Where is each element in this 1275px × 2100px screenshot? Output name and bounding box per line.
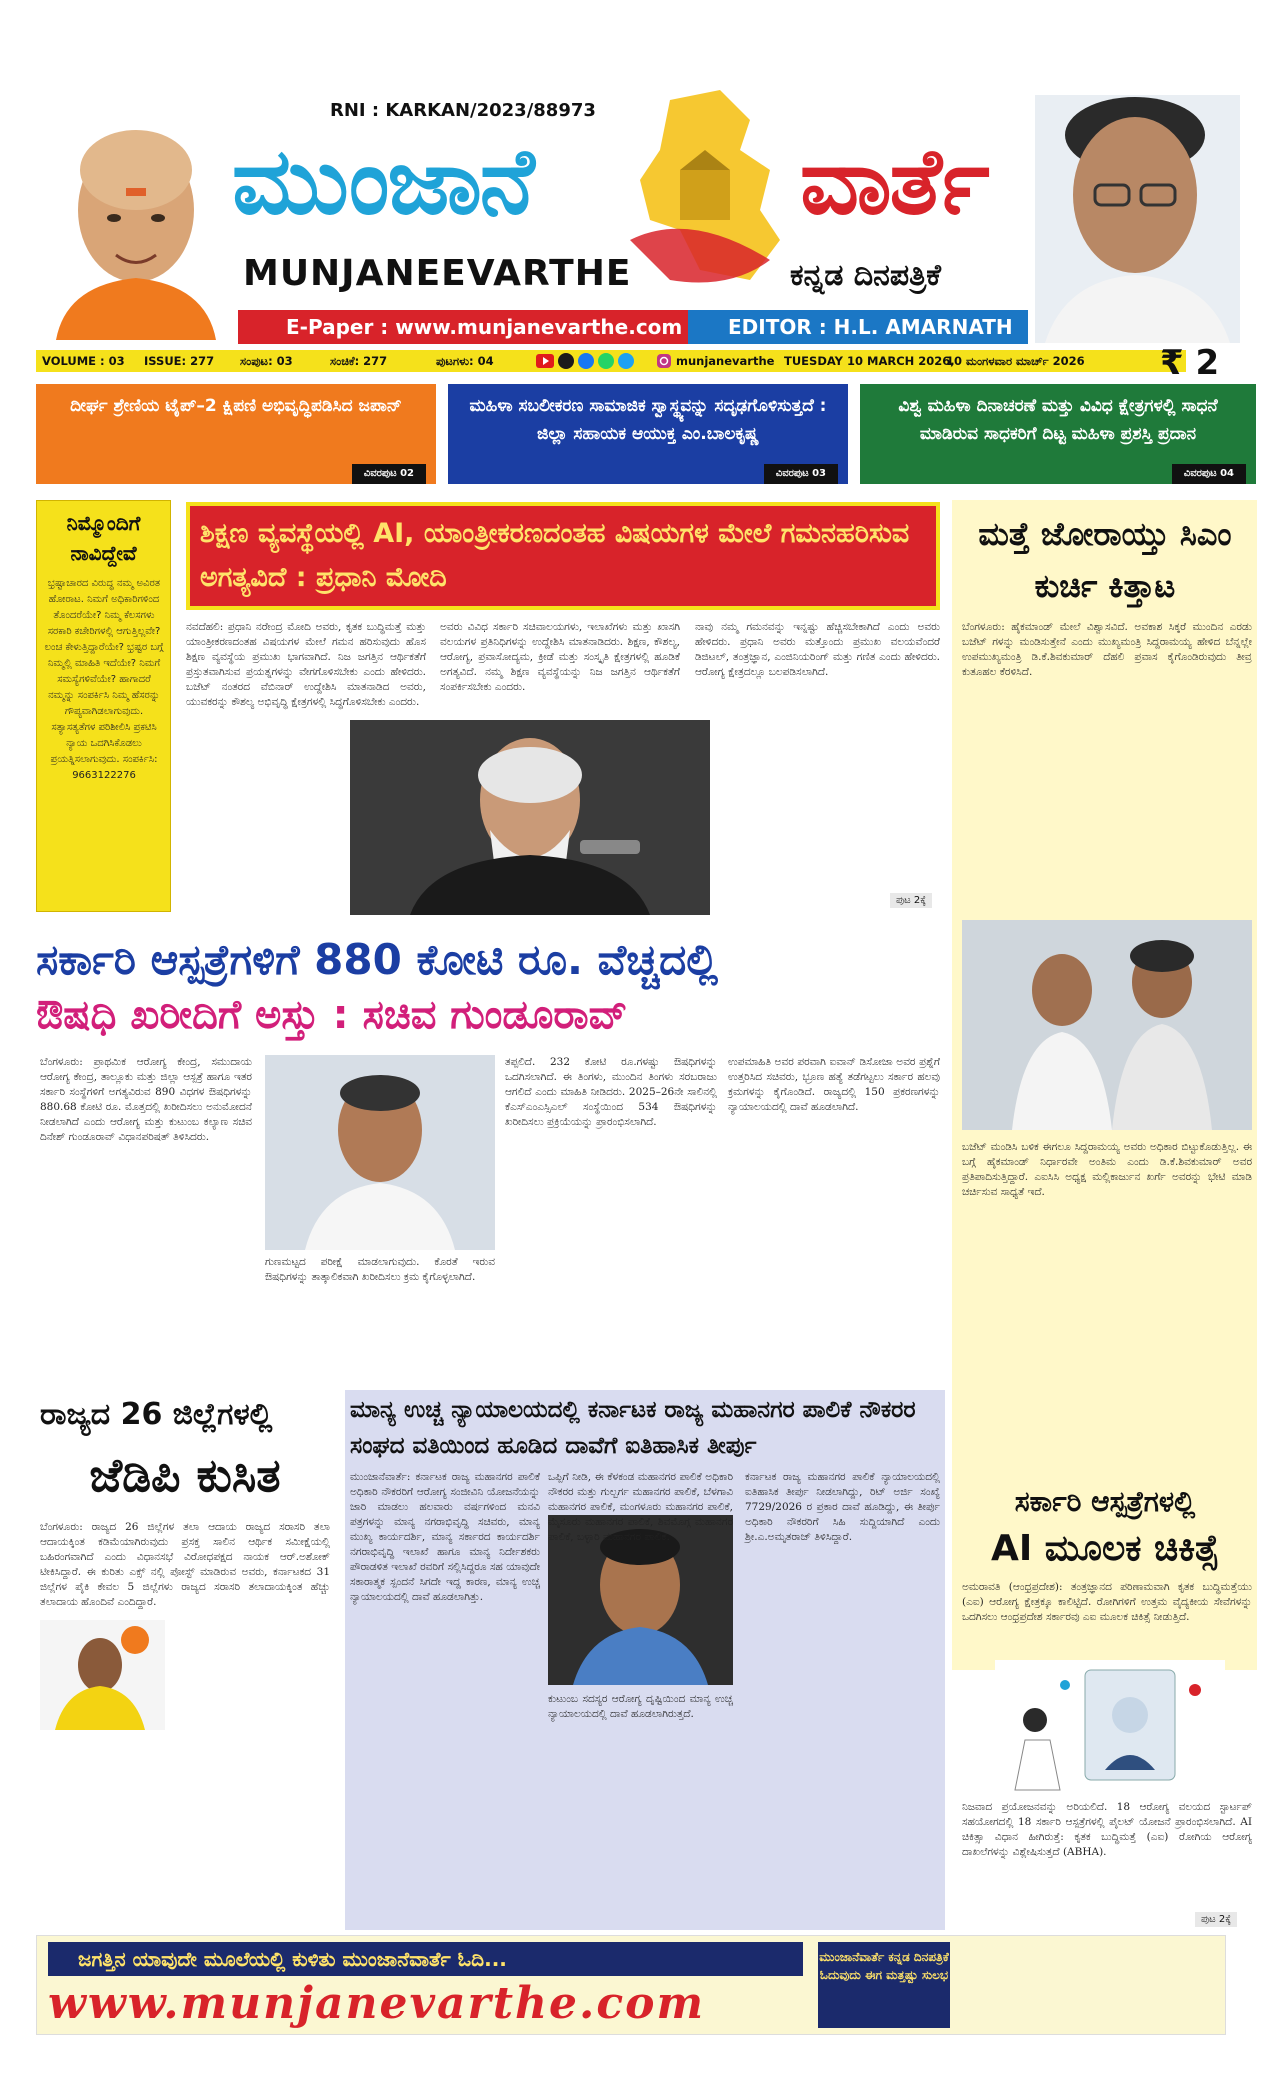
teaser-japan-missile[interactable] [36,384,436,484]
social-handle: munjanevarthe [676,354,775,368]
volume-kannada: ಸಂಪುಟ: 03 [240,354,293,368]
ai-story-col2: ಅವರು ವಿವಿಧ ಸರ್ಕಾರಿ ಸಚಿವಾಲಯಗಳು, ಇಲಾಖೆಗಳು ಮತ್ತು ಖಾಸಗಿ ವಲಯಗಳ ಪ್ರತಿನಿಧಿಗಳನ್ನು ಉದ್ದೇಶಿಸಿ ಮಾತನಾಡಿದರು. ಶಿಕ್ಷಣ, ಕೌಶಲ್ಯ, ಆರೋಗ್ಯ, ಪ್ರವಾಸೋದ್ಯಮ, ಕ್ರೀಡೆ ಮತ್ತು ಸಂಸ್ಕೃತಿ ಕ್ಷೇತ್ರಗಳಲ್ಲಿ ಹೂಡಿಕೆ ಅಗತ್ಯವಿದೆ. ನಮ್ಮ ಶಿಕ್ಷಣ ವ್ಯವಸ್ಥೆಯನ್ನು ನಿಜ ಜಗತ್ತಿನ ಆರ್ಥಿಕತೆಗೆ ಸಂಪರ್ಕಿಸಬೇಕು ಎಂದರು. [440,621,680,693]
teaser-page: ವಿವರಪುಟ 02 [352,464,426,484]
hospital-story-col1: ಬೆಂಗಳೂರು: ಪ್ರಾಥಮಿಕ ಆರೋಗ್ಯ ಕೇಂದ್ರ, ಸಮುದಾಯ ಆರೋಗ್ಯ ಕೇಂದ್ರ, ತಾಲ್ಲೂಕು ಮತ್ತು ಜಿಲ್ಲಾ ಆಸ್ಪತ್ರೆ ಹಾಗೂ ಇತರ ಸರ್ಕಾರಿ ಸಂಸ್ಥೆಗಳಿಗೆ ಅಗತ್ಯವಿರುವ 890 ವಿಧಗಳ ಔಷಧಿಗಳನ್ನು 880.68 ಕೋಟಿ ರೂ. ಮೊತ್ತದಲ್ಲಿ ಖರೀದಿಸಲು ಅನುಮೋದನೆ ನೀಡಲಾಗಿದೆ ಎಂದು ಆರೋಗ್ಯ ಮತ್ತು ಕುಟುಂಬ ಕಲ್ಯಾಣ ಸಚಿವ ದಿನೇಶ್ ಗುಂಡೂರಾವ್ ವಿಧಾನಪರಿಷತ್ ತಿಳಿಸಿದರು. [40,1056,252,1143]
pages-kannada: ಪುಟಗಳು: 04 [436,354,494,368]
price: ₹ 2 [1160,343,1220,383]
karnataka-map-emblem [610,90,800,290]
hospital-story-col3: ತಪ್ಪಲಿದೆ. 232 ಕೋಟಿ ರೂ.ಗಳಷ್ಟು ಔಷಧಿಗಳನ್ನು ಒದಗಿಸಲಾಗಿದೆ. ಈ ತಿಂಗಳು, ಮುಂದಿನ ತಿಂಗಳು ಸರಬರಾಜು ಆಗಲಿದೆ ಎಂದು ಮಾಹಿತಿ ನೀಡಿದರು. 2025–26ನೇ ಸಾಲಿನಲ್ಲಿ ಕೆಎಸ್ಎಂಎಸ್ಸಿಎಲ್ ಸಂಸ್ಥೆಯಿಂದ 534 ಔಷಧಿಗಳನ್ನು ಖರೀದಿಸಲು ಪ್ರಕ್ರಿಯೆಯನ್ನು ಪ್ರಾರಂಭಿಸಲಾಗಿದೆ. [505,1056,717,1128]
logo-varthe: ವಾರ್ತೆ [800,128,988,235]
bjp-story-body: ಬೆಂಗಳೂರು: ರಾಜ್ಯದ 26 ಜಿಲ್ಲೆಗಳ ತಲಾ ಆದಾಯ ರಾಜ್ಯದ ಸರಾಸರಿ ತಲಾ ಆದಾಯಕ್ಕಿಂತ ಕಡಿಮೆಯಾಗಿರುವುದು ಪ್ರಸಕ್ತ ಸಾಲಿನ ಆರ್ಥಿಕ ಸಮೀಕ್ಷೆಯಲ್ಲಿ ಬಹಿರಂಗವಾಗಿದೆ ಎಂದು ವಿಧಾನಸಭೆ ವಿರೋಧಪಕ್ಷದ ನಾಯಕ ಆರ್.ಅಶೋಕ್ ಟೀಕಿಸಿದ್ದಾರೆ. ಈ ಕುರಿತು ಎಕ್ಸ್ ನಲ್ಲಿ ಪೋಸ್ಟ್ ಮಾಡಿರುವ ಅವರು, ಕರ್ನಾಟಕದ 31 ಜಿಲ್ಲೆಗಳ ಪೈಕಿ ಕೇವಲ 5 ಜಿಲ್ಲೆಗಳು ರಾಜ್ಯದ ಸರಾಸರಿ ತಲಾದಾಯಕ್ಕಿಂತ ಹೆಚ್ಚು ತಲಾದಾಯ ಹೊಂದಿವೆ ಎಂದಿದ್ದಾರೆ. [40,1521,330,1608]
teaser-page: ವಿವರಪುಟ 03 [764,464,838,484]
instagram-icon [656,350,672,376]
editor-credit: EDITOR : H.L. AMARNATH [688,310,1028,344]
epaper-link[interactable]: E-Paper : www.munjanevarthe.com [238,310,688,344]
subtitle-english: MUNJANEEVARTHE [243,253,632,294]
saint-portrait [36,110,236,340]
cm-story-body2: ಬಜೆಟ್ ಮಂಡಿಸಿ ಬಳಿಕ ಈಗಲೂ ಸಿದ್ದರಾಮಯ್ಯ ಅವರು ಅಧಿಕಾರ ಬಿಟ್ಟುಕೊಡುತ್ತಿಲ್ಲ. ಈ ಬಗ್ಗೆ ಹೈಕಮಾಂಡ್ ನಿರ್ಧಾರವೇ ಅಂತಿಮ ಎಂದು ಡಿ.ಕೆ.ಶಿವಕುಮಾರ್ ಅವರ ಪ್ರತಿಪಾದಿಸುತ್ತಿದ್ದಾರೆ. ಎಐಸಿಸಿ ಅಧ್ಯಕ್ಷ ಮಲ್ಲಿಕಾರ್ಜುನ ಖರ್ಗೆ ಅವರನ್ನು ಭೇಟಿ ಮಾಡಿ ಚರ್ಚಿಸುವ ಸಾಧ್ಯತೆ ಇದೆ. [962,1141,1252,1198]
court-story-col2-lower [548,1760,733,1925]
ai-story-col3: ನಾವು ನಮ್ಮ ಗಮನವನ್ನು ಇನ್ನಷ್ಟು ಹೆಚ್ಚಿಸಬೇಕಾಗಿದೆ ಎಂದು ಅವರು ಹೇಳಿದರು. ಪ್ರಧಾನಿ ಅವರು ಮತ್ತೊಂದು ಪ್ರಮುಖ ವಲಯವೆಂದರೆ ಡಿಜಿಟಲ್, ತಂತ್ರಜ್ಞಾನ, ಎಂಜಿನಿಯರಿಂಗ್ ಮತ್ತು ಗಣಿತ ಎಂದು ಹೇಳಿದರು. ಆರೋಗ್ಯ ಕ್ಷೇತ್ರದಲ್ಲೂ ಬಲಪಡಿಸಲಾಗಿದೆ. [695,621,940,678]
teaser-women-empowerment[interactable] [448,384,848,484]
rni-number: RNI : KARKAN/2023/88973 [330,100,596,121]
hospital-headline-2: ಔಷಧಿ ಖರೀದಿಗೆ ಅಸ್ತು : ಸಚಿವ ಗುಂಡೂರಾವ್ [36,992,628,1038]
ai-treatment-body1: ಅಮರಾವತಿ (ಆಂಧ್ರಪ್ರದೇಶ): ತಂತ್ರಜ್ಞಾನದ ಪರಿಣಾಮವಾಗಿ ಕೃತಕ ಬುದ್ಧಿಮತ್ತೆಯು (ಎಐ) ಆರೋಗ್ಯ ಕ್ಷೇತ್ರಕ್ಕೂ ಕಾಲಿಟ್ಟಿದೆ. ರೋಗಿಗಳಿಗೆ ಉತ್ತಮ ವೈದ್ಯಕೀಯ ಸೇವೆಗಳನ್ನು ಒದಗಿಸಲು ಆಂಧ್ರಪ್ರದೇಶ ಸರ್ಕಾರವು ಎಐ ಮೂಲಕ ಚಿಕಿತ್ಸೆ ನೀಡುತ್ತಿದೆ. [962,1581,1252,1623]
court-story-col2: ಒಪ್ಪಿಗೆ ನೀಡಿ, ಈ ಕೆಳಕಂಡ ಮಹಾನಗರ ಪಾಲಿಕೆ ಅಧಿಕಾರಿ ನೌಕರರ ಮತ್ತು ಗುಲ್ಬರ್ಗ ಮಹಾನಗರ ಪಾಲಿಕೆ, ಬೆಳಗಾವಿ ಮಹಾನಗರ ಪಾಲಿಕೆ, ಮಂಗಳೂರು ಮಹಾನಗರ ಪಾಲಿಕೆ, ಮೈಸೂರು ಮಹಾನಗರ ಪಾಲಿಕೆ, ಶಿವಮೊಗ್ಗ ಮಹಾನಗರ ಪಾಲಿಕೆ, ಬಳ್ಳಾರಿ ಮಹಾನಗರ ಪಾಲಿಕೆ. [548,1471,733,1543]
teaser-page: ವಿವರಪುಟ 04 [1172,464,1246,484]
ai-treatment-continued[interactable]: ಪುಟ 2ಕ್ಕೆ [1195,1912,1237,1927]
teaser-text: ಮಹಿಳಾ ಸಬಲೀಕರಣ ಸಾಮಾಜಿಕ ಸ್ವಾಸ್ಥ್ಯವನ್ನು ಸದೃಢಗೊಳಿಸುತ್ತದೆ : ಜಿಲ್ಲಾ ಸಹಾಯಕ ಆಯುಕ್ತ ಎಂ.ಬಾಲಕೃಷ್ಣ [469,396,827,444]
ai-education-headline: ಶಿಕ್ಷಣ ವ್ಯವಸ್ಥೆಯಲ್ಲಿ AI, ಯಾಂತ್ರೀಕರಣದಂತಹ ವಿಷಯಗಳ ಮೇಲೆ ಗಮನಹರಿಸುವ ಅಗತ್ಯವಿದೆ : ಪ್ರಧಾನಿ ಮೋದಿ [186,502,940,610]
continued-tag[interactable]: ಪುಟ 2ಕ್ಕೆ [890,893,932,908]
hospital-headline-1: ಸರ್ಕಾರಿ ಆಸ್ಪತ್ರೆಗಳಿಗೆ 880 ಕೋಟಿ ರೂ. ವೆಚ್ಚದಲ್ಲಿ [36,935,718,984]
ai-treatment-headline-2: AI ಮೂಲಕ ಚಿಕಿತ್ಸೆ [990,1528,1220,1569]
court-story-col1: ಮುಂಜಾನೆವಾರ್ತೆ: ಕರ್ನಾಟಕ ರಾಜ್ಯ ಮಹಾನಗರ ಪಾಲಿಕೆ ಅಧಿಕಾರಿ ನೌಕರರಿಗೆ ಆರೋಗ್ಯ ಸಂಜೀವಿನಿ ಯೋಜನೆಯನ್ನು ಜಾರಿ ಮಾಡಲು ಹಲವಾರು ವರ್ಷಗಳಿಂದ ಮನವಿ ಪತ್ರಗಳನ್ನು ಮಾನ್ಯ ನಗರಾಭಿವೃದ್ಧಿ ಸಚಿವರು, ಮಾನ್ಯ ಮುಖ್ಯ ಕಾರ್ಯದರ್ಶಿ, ಮಾನ್ಯ ಸರ್ಕಾರದ ಕಾರ್ಯದರ್ಶಿ ನಗರಾಭಿವೃದ್ಧಿ ಇಲಾಖೆ ಹಾಗೂ ಮಾನ್ಯ ನಿರ್ದೇಶಕರು ಪೌರಾಡಳಿತ ಇಲಾಖೆ ರವರಿಗೆ ಸಲ್ಲಿಸಿದ್ದರೂ ಸಹ ಯಾವುದೇ ಸಕಾರಾತ್ಮಕ ಸ್ಪಂದನೆ ಸಿಗದೇ ಇದ್ದ ಕಾರಣ, ಮಾನ್ಯ ಉಚ್ಚ ನ್ಯಾಯಾಲಯದಲ್ಲಿ ದಾವೆ ಹೂಡಲಾಗಿತ್ತು. [350,1471,540,1603]
teaser-text: ದೀರ್ಘ ಶ್ರೇಣಿಯ ಟೈಪ್–2 ಕ್ಷಿಪಣಿ ಅಭಿವೃದ್ಧಿಪಡಿಸಿದ ಜಪಾನ್ [70,396,402,416]
hospital-photo-caption: ಗುಣಮಟ್ಟದ ಪರೀಕ್ಷೆ ಮಾಡಲಾಗುವುದು. ಕೊರತೆ ಇರುವ ಔಷಧಿಗಳನ್ನು ತಾತ್ಕಾಲಿಕವಾಗಿ ಖರೀದಿಸಲು ಕ್ರಮ ಕೈಗೊಳ್ಳಲಾಗಿದೆ. [265,1256,495,1283]
volume: VOLUME : 03 [42,354,125,368]
logo-munjane: ಮುಂಜಾನೆ [232,128,533,235]
cm-story-headline: ಮತ್ತೆ ಜೋರಾಯ್ತು ಸಿಎಂ ಕುರ್ಚಿ ಕಿತ್ತಾಟ [978,515,1232,605]
social-icons [536,350,646,378]
promo-banner-url[interactable]: www.munjanevarthe.com [48,1978,706,2029]
teaser-text: ವಿಶ್ವ ಮಹಿಳಾ ದಿನಾಚರಣೆ ಮತ್ತು ವಿವಿಧ ಕ್ಷೇತ್ರಗಳಲ್ಲಿ ಸಾಧನೆ ಮಾಡಿರುವ ಸಾಧಕರಿಗೆ ದಿಟ್ಟ ಮಹಿಳಾ ಪ್ರಶಸ್ತಿ ಪ್ರದಾನ [898,396,1218,444]
issue-info-bar [36,350,1186,372]
hospital-story-col4: ಉಪಮಾಹಿತಿ ಅವರ ಪರವಾಗಿ ಐವಾನ್ ಡಿಸೋಜಾ ಅವರ ಪ್ರಶ್ನೆಗೆ ಉತ್ತರಿಸಿದ ಸಚಿವರು, ಭ್ರೂಣ ಹತ್ಯೆ ತಡೆಗಟ್ಟಲು ಸರ್ಕಾರ ಹಲವು ಕ್ರಮಗಳನ್ನು ಕೈಗೊಂಡಿದೆ. ರಾಜ್ಯದಲ್ಲಿ 150 ಪ್ರಕರಣಗಳನ್ನು ನ್ಯಾಯಾಲಯದಲ್ಲಿ ದಾವೆ ಹೂಡಲಾಗಿದೆ. [728,1056,940,1113]
ai-treatment-body2: ನಿಜವಾದ ಪ್ರಯೋಜನವನ್ನು ಅರಿಯಲಿದೆ. 18 ಆರೋಗ್ಯ ವಲಯದ ಸ್ಟಾರ್ಟಪ್ ಸಹಯೋಗದಲ್ಲಿ 18 ಸರ್ಕಾರಿ ಆಸ್ಪತ್ರೆಗಳಲ್ಲಿ ಪೈಲಟ್ ಯೋಜನೆ ಪ್ರಾರಂಭಿಸಲಾಗಿದೆ. AI ಚಿಕಿತ್ಸಾ ವಿಧಾನ ಹೀಗಿರುತ್ತೆ: ಕೃತಕ ಬುದ್ಧಿಮತ್ತೆ (ಎಐ) ರೋಗಿಯ ಆರೋಗ್ಯ ದಾಖಲೆಗಳನ್ನು ವಿಶ್ಲೇಷಿಸುತ್ತದೆ (ABHA). [962,1801,1252,1858]
promo-banner-tagline: ಜಗತ್ತಿನ ಯಾವುದೇ ಮೂಲೆಯಲ್ಲಿ ಕುಳಿತು ಮುಂಜಾನೆವಾರ್ತೆ ಓದಿ... [48,1942,803,1976]
modi-photo [350,720,710,915]
cm-dcm-photo [962,920,1252,1130]
ai-story-col1-lower [186,770,346,910]
court-story-col3: ಕರ್ನಾಟಕ ರಾಜ್ಯ ಮಹಾನಗರ ಪಾಲಿಕೆ ನ್ಯಾಯಾಲಯದಲ್ಲಿ ಐತಿಹಾಸಿಕ ತೀರ್ಪು ನೀಡಲಾಗಿದ್ದು, ರಿಟ್ ಅರ್ಜಿ ಸಂಖ್ಯೆ 7729/2026 ರ ಪ್ರಕಾರ ದಾವೆ ಹೂಡಿದ್ದು, ಈ ತೀರ್ಪು ಅಧಿಕಾರಿ ನೌಕರರಿಗೆ ಸಿಹಿ ಸುದ್ದಿಯಾಗಿದೆ ಎಂದು ಶ್ರೀ.ಎ.ಅಮೃತರಾಜ್ ತಿಳಿಸಿದ್ದಾರೆ. [745,1471,940,1543]
ai-story-col1: ನವದೆಹಲಿ: ಪ್ರಧಾನಿ ನರೇಂದ್ರ ಮೋದಿ ಅವರು, ಕೃತಕ ಬುದ್ಧಿಮತ್ತೆ ಮತ್ತು ಯಾಂತ್ರೀಕರಣದಂತಹ ವಿಷಯಗಳ ಮೇಲೆ ಗಮನ ಹರಿಸುವುದು ಹೊಸ ಶಿಕ್ಷಣ ವ್ಯವಸ್ಥೆಯ ಪ್ರಮುಖ ಭಾಗವಾಗಿದೆ. ನಿಜ ಜಗತ್ತಿನ ಆರ್ಥಿಕತೆಗೆ ಪ್ರಸ್ತುತವಾಗಿಸುವ ಪ್ರಯತ್ನಗಳನ್ನು ವೇಗಗೊಳಿಸಬೇಕು ಎಂದು ಹೇಳಿದರು. ಬಜೆಟ್ ನಂತರದ ವೆಬಿನಾರ್ ಉದ್ದೇಶಿಸಿ ಮಾತನಾಡಿದ ಅವರು, ಯುವಕರನ್ನು ಕೌಶಲ್ಯ ಅಭಿವೃದ್ಧಿ ಕ್ಷೇತ್ರಗಳಲ್ಲಿ ಸಿದ್ಧಗೊಳಿಸಬೇಕು ಎಂದರು. [186,621,426,708]
court-photo-caption: ಕುಟುಂಬ ಸದಸ್ಯರ ಆರೋಗ್ಯ ದೃಷ್ಟಿಯಿಂದ ಮಾನ್ಯ ಉಚ್ಚ ನ್ಯಾಯಾಲಯದಲ್ಲಿ ದಾವೆ ಹೂಡಲಾಗಿರುತ್ತದೆ. [548,1693,733,1720]
gundurao-photo [265,1055,495,1250]
court-story-headline: ಮಾನ್ಯ ಉಚ್ಚ ನ್ಯಾಯಾಲಯದಲ್ಲಿ ಕರ್ನಾಟಕ ರಾಜ್ಯ ಮಹಾನಗರ ಪಾಲಿಕೆ ನೌಕರರ ಸಂಘದ ವತಿಯಿಂದ ಹೂಡಿದ ದಾವೆಗೆ ಐತಿಹಾಸಿಕ ತೀರ್ಪು [350,1397,916,1459]
helpline-text: ಭ್ರಷ್ಟಾಚಾರದ ವಿರುದ್ಧ ನಮ್ಮ ಅವಿರತ ಹೋರಾಟ. ನಿಮಗೆ ಅಧಿಕಾರಿಗಳಿಂದ ತೊಂದರೆಯೇ? ನಿಮ್ಮ ಕೆಲಸಗಳು ಸರಕಾರಿ ಕಚೇರಿಗಳಲ್ಲಿ ಆಗುತ್ತಿಲ್ಲವೇ? ಲಂಚ ಕೇಳುತ್ತಿದ್ದಾರೆಯೇ? ಭ್ರಷ್ಟರ ಬಗ್ಗೆ ನಿಮ್ಮಲ್ಲಿ ಮಾಹಿತಿ ಇದೆಯೇ? ನಿಮಗೆ ಸಮಸ್ಯೆಗಳಿವೆಯೇ? ಹಾಗಾದರೆ ನಮ್ಮನ್ನು ಸಂಪರ್ಕಿಸಿ ನಿಮ್ಮ ಹೆಸರನ್ನು ಗೌಪ್ಯವಾಗಿಡಲಾಗುವುದು. ಸತ್ಯಾಸತ್ಯತೆಗಳ ಪರಿಶೀಲಿಸಿ ಪ್ರಕಟಿಸಿ ನ್ಯಾಯ ಒದಗಿಸಿಕೊಡಲು ಪ್ರಯತ್ನಿಸಲಾಗುವುದು. ಸಂಪರ್ಕಿಸಿ: 9663122276 [44,578,164,781]
cm-story-body1: ಬೆಂಗಳೂರು: ಹೈಕಮಾಂಡ್ ಮೇಲೆ ವಿಶ್ವಾಸವಿದೆ. ಅವಕಾಶ ಸಿಕ್ಕರೆ ಮುಂದಿನ ಎರಡು ಬಜೆಟ್ ಗಳನ್ನು ಮಂಡಿಸುತ್ತೇನೆ ಎಂದು ಮುಖ್ಯಮಂತ್ರಿ ಸಿದ್ದರಾಮಯ್ಯ ಹೇಳಿದ ಬೆನ್ನಲ್ಲೇ ಉಪಮುಖ್ಯಮಂತ್ರಿ ಡಿ.ಕೆ.ಶಿವಕುಮಾರ್ ದೆಹಲಿ ಪ್ರವಾಸ ಕೈಗೊಂಡಿರುವುದು ತೀವ್ರ ಕುತೂಹಲ ಕೆರಳಿಸಿದೆ. [962,621,1252,678]
teaser-womens-day-award[interactable] [860,384,1256,484]
ai-treatment-headline-1: ಸರ್ಕಾರಿ ಆಸ್ಪತ್ರೆಗಳಲ್ಲಿ [1014,1485,1196,1518]
issue-date: TUESDAY 10 MARCH 2026, [784,354,955,368]
politician-portrait [1035,95,1240,343]
ai-doctor-illustration [995,1660,1225,1800]
promo-banner-side: ಮುಂಜಾನೆವಾರ್ತೆ ಕನ್ನಡ ದಿನಪತ್ರಿಕೆ ಓದುವುದು ಈಗ ಮತ್ತಷ್ಟು ಸುಲಭ [818,1942,950,2028]
helpline-title: ನಿಮ್ಮೊಂದಿಗೆ ನಾವಿದ್ದೇವೆ [66,511,141,565]
bjp-headline-1: ರಾಜ್ಯದ 26 ಜಿಲ್ಲೆಗಳಲ್ಲಿ [40,1397,273,1432]
bjp-headline-2: ಜೆಡಿಪಿ ಕುಸಿತ [89,1448,281,1502]
subtitle-kannada: ಕನ್ನಡ ದಿನಪತ್ರಿಕೆ [790,258,941,293]
issue-kannada: ಸಂಚಿಕೆ: 277 [330,354,388,368]
issue: ISSUE: 277 [144,354,215,368]
issue-date-kannada: 10 ಮಂಗಳವಾರ ಮಾರ್ಚ್ 2026 [946,354,1085,368]
